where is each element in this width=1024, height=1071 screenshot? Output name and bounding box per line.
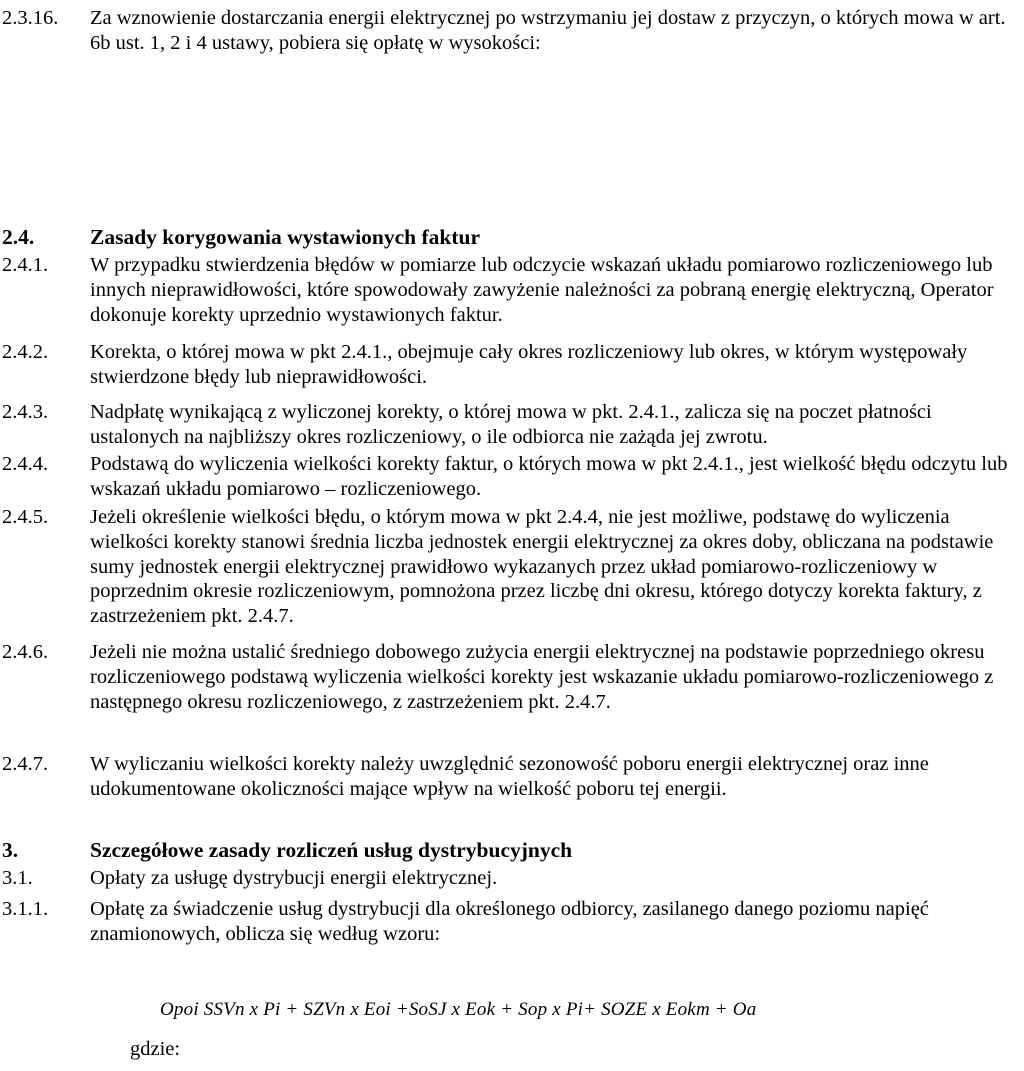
distribution-fee-formula: Opoi SSVn x Pi + SZVn x Eoi +SoSJ x Eok + Sop x Pi+ SOZE x Eokm + Oa bbox=[160, 999, 757, 1020]
paragraph-text: Jeżeli określenie wielkości błędu, o którym mowa w pkt 2.4.4, nie jest możliwe, podstawę do wyliczenia wielkości korekty stanowi średnia liczba jednostek energii elektrycznej za okres doby, obliczana na podstawie sumy jednostek energii elektrycznej prawidłowo wykazanych przez układ pomiarowo-rozliczeniowy w poprzednim okresie rozliczeniowym, pomnożona przez liczbę dni okresu, którego dotyczy korekta faktury, z zastrzeżeniem pkt. 2.4.7. bbox=[90, 506, 994, 628]
section-number: 2.4. bbox=[2, 225, 35, 249]
paragraph-3-1 bbox=[0, 866, 1024, 891]
paragraph-text: Za wznowienie dostarczania energii elektrycznej po wstrzymaniu jej dostaw z przyczyn, o których mowa w art. 6b ust. 1, 2 i 4 ustawy, pobiera się opłatę w wysokości: bbox=[90, 7, 1006, 54]
paragraph-2-3-16 bbox=[0, 6, 1024, 56]
paragraph-number: 3.1.1. bbox=[2, 898, 49, 920]
paragraph-number: 2.4.4. bbox=[2, 453, 49, 475]
section-title: Zasady korygowania wystawionych faktur bbox=[90, 225, 481, 249]
paragraph-2-4-5 bbox=[0, 505, 1024, 629]
paragraph-3-1-1 bbox=[0, 897, 1024, 947]
paragraph-number: 2.4.7. bbox=[2, 753, 49, 775]
paragraph-number: 2.3.16. bbox=[2, 7, 59, 29]
paragraph-2-4-7 bbox=[0, 752, 1024, 802]
paragraph-text: W wyliczaniu wielkości korekty należy uwzględnić sezonowość poboru energii elektrycznej oraz inne udokumentowane okoliczności mające wpływ na wielkość poboru tej energii. bbox=[90, 753, 929, 800]
paragraph-number: 2.4.3. bbox=[2, 401, 49, 423]
section-heading-2-4 bbox=[0, 225, 1024, 250]
section-number: 3. bbox=[2, 838, 19, 862]
paragraph-text: Korekta, o której mowa w pkt 2.4.1., obejmuje cały okres rozliczeniowy lub okres, w którym występowały stwierdzone błędy lub nieprawidłowości. bbox=[90, 341, 968, 388]
paragraph-2-4-6 bbox=[0, 640, 1024, 714]
paragraph-2-4-2 bbox=[0, 340, 1024, 390]
paragraph-text: Opłatę za świadczenie usług dystrybucji dla określonego odbiorcy, zasilanego danego poziomu napięć znamionowych, oblicza się według wzoru: bbox=[90, 898, 929, 945]
paragraph-number: 2.4.6. bbox=[2, 641, 49, 663]
paragraph-number: 2.4.2. bbox=[2, 341, 49, 363]
paragraph-number: 2.4.1. bbox=[2, 254, 49, 276]
formula-legend-label: gdzie: bbox=[130, 1038, 181, 1060]
paragraph-2-4-4 bbox=[0, 452, 1024, 502]
paragraph-2-4-1 bbox=[0, 253, 1024, 327]
paragraph-text: W przypadku stwierdzenia błędów w pomiarze lub odczycie wskazań układu pomiarowo rozliczeniowego lub innych nieprawidłowości, które spowodowały zawyżenie należności za pobraną energię elektryczną, Operator dokonuje korekty uprzednio wystawionych faktur. bbox=[90, 254, 994, 326]
paragraph-text: Jeżeli nie można ustalić średniego dobowego zużycia energii elektrycznej na podstawie poprzedniego okresu rozliczeniowego podstawą wyliczenia wielkości korekty jest wskazanie układu pomiarowo-rozliczeniowego z następnego okresu rozliczeniowego, z zastrzeżeniem pkt. 2.4.7. bbox=[90, 641, 994, 713]
paragraph-2-4-3 bbox=[0, 400, 1024, 450]
section-title: Szczegółowe zasady rozliczeń usług dystrybucyjnych bbox=[90, 838, 573, 862]
paragraph-number: 3.1. bbox=[2, 867, 33, 889]
paragraph-number: 2.4.5. bbox=[2, 506, 49, 528]
paragraph-text: Nadpłatę wynikającą z wyliczonej korekty, o której mowa w pkt. 2.4.1., zalicza się na poczet płatności ustalonych na najbliższy okres rozliczeniowy, o ile odbiorca nie zażąda jej zwrotu. bbox=[90, 401, 932, 448]
paragraph-text: Opłaty za usługę dystrybucji energii elektrycznej. bbox=[90, 867, 498, 889]
paragraph-text: Podstawą do wyliczenia wielkości korekty faktur, o których mowa w pkt 2.4.1., jest wielkość błędu odczytu lub wskazań układu pomiarowo – rozliczeniowego. bbox=[90, 453, 1008, 500]
section-heading-3 bbox=[0, 838, 1024, 863]
